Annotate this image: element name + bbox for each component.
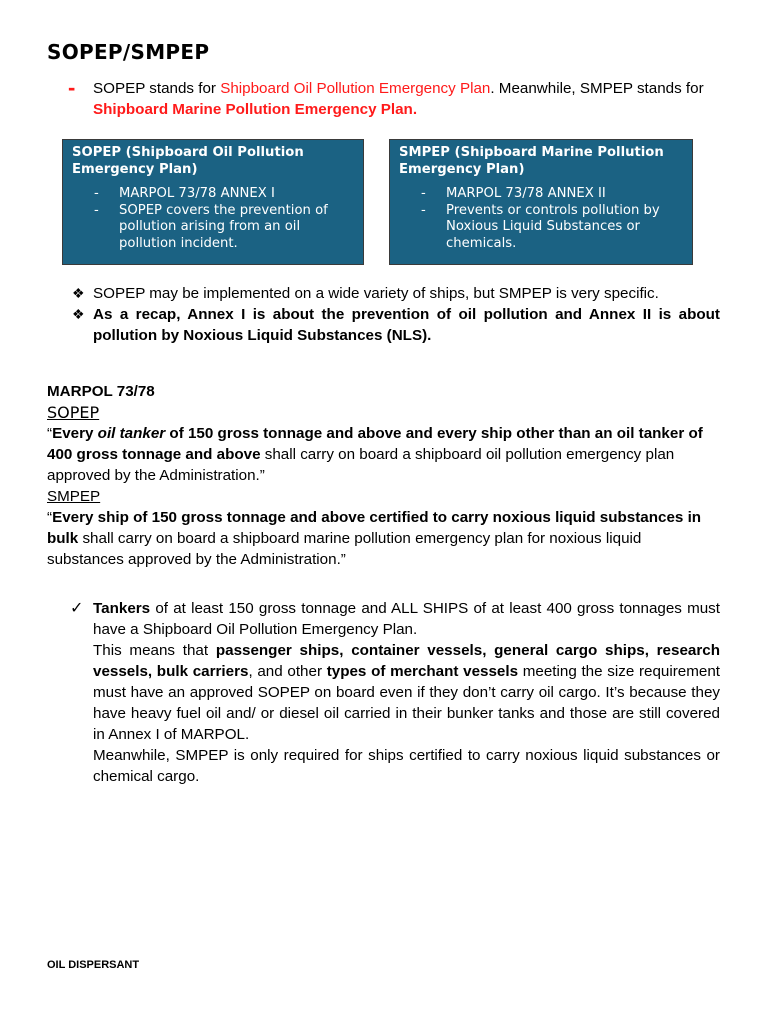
sopep-expansion: Shipboard Oil Pollution Emergency Plan xyxy=(220,80,491,97)
check-paragraph-3: Meanwhile, SMPEP is only required for ships certified to carry noxious liquid substances or chemical cargo. xyxy=(93,747,720,785)
marpol-heading: MARPOL 73/78 xyxy=(47,383,155,400)
page-title: SOPEP/SMPEP xyxy=(47,40,210,64)
diamond-item-2: As a recap, Annex I is about the prevention of oil pollution and Annex II is about pollution by Noxious Liquid Substances (NLS). xyxy=(93,306,720,344)
smpep-subheading: SMPEP xyxy=(47,488,101,505)
smpep-expansion: Shipboard Marine Pollution Emergency Plan. xyxy=(93,101,418,118)
intro-text-2: . Meanwhile, SMPEP stands for xyxy=(490,80,704,97)
intro-paragraph xyxy=(93,78,723,120)
dash-bullet: - xyxy=(421,186,426,201)
sopep-box-title: SOPEP (Shipboard Oil Pollution Emergency Plan) xyxy=(72,145,304,177)
sopep-quote: “Every oil tanker of 150 gross tonnage and above and every ship other than an oil tanker of 400 gross tonnage and above shall carry on board a shipboard oil pollution emergency plan approved by the Administration.” xyxy=(47,425,703,484)
smpep-box xyxy=(389,139,693,265)
red-dash-bullet: - xyxy=(68,75,76,100)
sopep-box-list xyxy=(72,186,354,252)
check-paragraph-2: This means that passenger ships, container vessels, general cargo ships, research vessels, bulk carriers, and other types of merchant vessels meeting the size requirement must have an approved SOPEP on board even if they don’t carry oil cargo. It’s because they have heavy fuel oil and/ or diesel oil carried in their bunker tanks and those are still covered in Annex I of MARPOL. xyxy=(93,642,720,743)
checklist-item-content xyxy=(93,598,720,787)
dash-bullet: - xyxy=(421,202,426,218)
diamond-bullet-icon: ❖ xyxy=(72,306,85,322)
list-item: - MARPOL 73/78 ANNEX I xyxy=(94,186,275,201)
smpep-quote: “Every ship of 150 gross tonnage and above certified to carry noxious liquid substances in bulk shall carry on board a shipboard marine pollution emergency plan for noxious liquid substances approved by the Administration.” xyxy=(47,509,702,568)
diamond-item-1: SOPEP may be implemented on a wide variety of ships, but SMPEP is very specific. xyxy=(93,285,659,302)
list-item: - SOPEP covers the prevention of pollution arising from an oil pollution incident. xyxy=(94,202,328,251)
check-paragraph-1: Tankers of at least 150 gross tonnage and ALL SHIPS of at least 400 gross tonnages must have a Shipboard Oil Pollution Emergency Plan. xyxy=(93,600,720,638)
footer-heading: OIL DISPERSANT xyxy=(47,959,140,971)
list-item: - MARPOL 73/78 ANNEX II xyxy=(421,186,606,201)
sopep-subheading: SOPEP xyxy=(47,403,100,422)
checkmark-icon: ✓ xyxy=(70,600,84,617)
dash-bullet: - xyxy=(94,202,99,218)
smpep-box-list xyxy=(399,186,683,252)
list-item: - Prevents or controls pollution by Noxious Liquid Substances or chemicals. xyxy=(421,202,660,251)
sopep-box xyxy=(62,139,364,265)
intro-text-1: SOPEP stands for xyxy=(93,80,221,97)
smpep-box-title: SMPEP (Shipboard Marine Pollution Emergency Plan) xyxy=(399,145,664,177)
diamond-bullet-icon: ❖ xyxy=(72,285,85,301)
dash-bullet: - xyxy=(94,186,99,201)
